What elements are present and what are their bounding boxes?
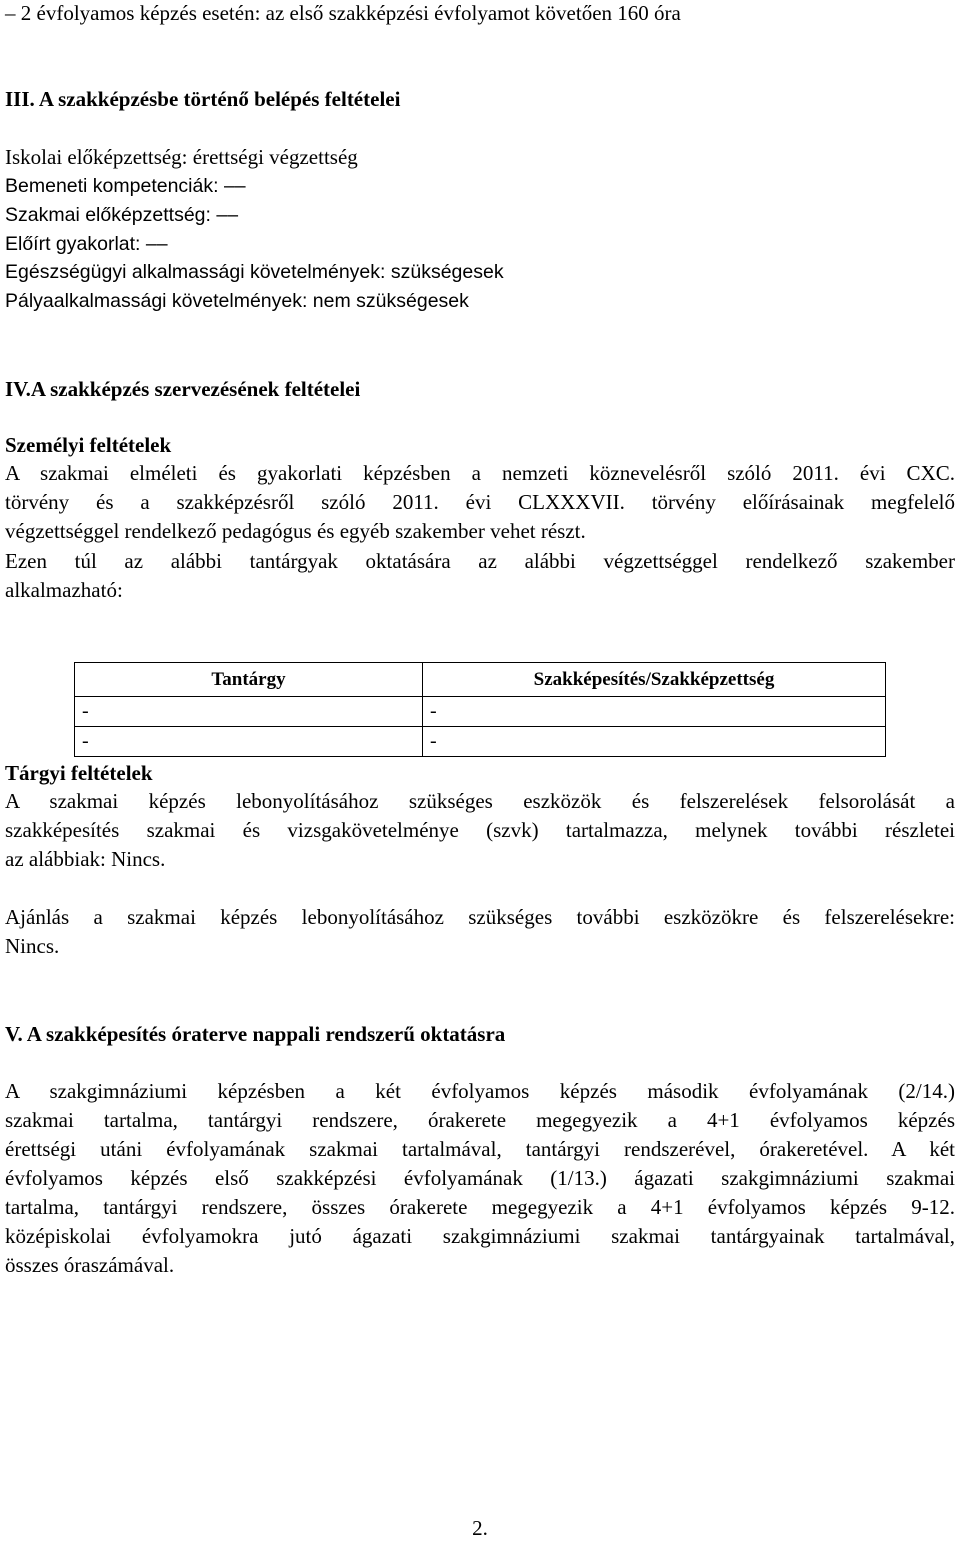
paragraph-line: szakképesítés szakmai és vizsgakövetelménye (szvk) tartalmazza, melynek további részletei (5, 818, 955, 842)
entry-requirement-item: Iskolai előképzettség: érettségi végzettség (5, 145, 358, 169)
table-cell: - (75, 727, 423, 757)
paragraph-line: végzettséggel rendelkező pedagógus és egyéb szakember vehet részt. (5, 519, 586, 543)
entry-requirement-item: Előírt gyakorlat: –– (5, 233, 168, 255)
table-row (75, 697, 886, 727)
table-cell: - (423, 697, 886, 727)
entry-requirement-item: Bemeneti kompetenciák: –– (5, 175, 246, 197)
paragraph-line: törvény és a szakképzésről szóló 2011. évi CLXXXVII. törvény előírásainak megfelelő (5, 490, 955, 514)
paragraph-line: évfolyamos képzés első szakképzési évfolyamának (1/13.) ágazati szakgimnáziumi szakmai (5, 1166, 955, 1190)
table-header-subject: Tantárgy (75, 663, 423, 697)
paragraph-line: szakmai tartalma, tantárgyi rendszere, órakerete megegyezik a 4+1 évfolyamos képzés (5, 1108, 955, 1132)
paragraph-line: alkalmazható: (5, 578, 123, 602)
section-4-heading: IV.A szakképzés szervezésének feltételei (5, 377, 361, 401)
personal-conditions-heading: Személyi feltételek (5, 433, 172, 457)
table-cell: - (75, 697, 423, 727)
subject-qualification-table (74, 662, 886, 757)
table-row (75, 727, 886, 757)
table-header-row (75, 663, 886, 697)
page-number: 2. (472, 1516, 488, 1540)
entry-requirement-item: Szakmai előképzettség: –– (5, 204, 239, 226)
material-conditions-heading: Tárgyi feltételek (5, 761, 153, 785)
paragraph-line: Ajánlás a szakmai képzés lebonyolításához szükséges további eszközökre és felszerelésekre: (5, 905, 955, 929)
paragraph-line: középiskolai évfolyamokra jutó ágazati szakgimnáziumi szakmai tantárgyainak tartalmával, (5, 1224, 955, 1248)
paragraph-line: az alábbiak: Nincs. (5, 847, 166, 871)
paragraph-line: tartalma, tantárgyi rendszere, összes órakerete megegyezik a 4+1 évfolyamos képzés 9-12. (5, 1195, 955, 1219)
paragraph-line: A szakmai elméleti és gyakorlati képzésben a nemzeti köznevelésről szóló 2011. évi CXC. (5, 461, 955, 485)
paragraph-line: Nincs. (5, 934, 60, 958)
paragraph-line: A szakgimnáziumi képzésben a két évfolyamos képzés második évfolyamának (2/14.) (5, 1079, 955, 1103)
table-header-qualification: Szakképesítés/Szakképzettség (423, 663, 886, 697)
section-3-heading: III. A szakképzésbe történő belépés feltételei (5, 87, 401, 111)
table-cell: - (423, 727, 886, 757)
section-5-heading: V. A szakképesítés óraterve nappali rendszerű oktatásra (5, 1022, 506, 1046)
bullet-line: – 2 évfolyamos képzés esetén: az első szakképzési évfolyamot követően 160 óra (5, 1, 681, 25)
entry-requirement-item: Pályaalkalmassági követelmények: nem szükségesek (5, 290, 469, 312)
paragraph-line: összes óraszámával. (5, 1253, 175, 1277)
paragraph-line: Ezen túl az alábbi tantárgyak oktatására az alábbi végzettséggel rendelkező szakember (5, 549, 955, 573)
paragraph-line: érettségi utáni évfolyamának szakmai tartalmával, tantárgyi rendszerével, órakeretével. A két (5, 1137, 955, 1161)
entry-requirement-item: Egészségügyi alkalmassági követelmények: szükségesek (5, 261, 504, 283)
paragraph-line: A szakmai képzés lebonyolításához szükséges eszközök és felszerelések felsorolását a (5, 789, 955, 813)
